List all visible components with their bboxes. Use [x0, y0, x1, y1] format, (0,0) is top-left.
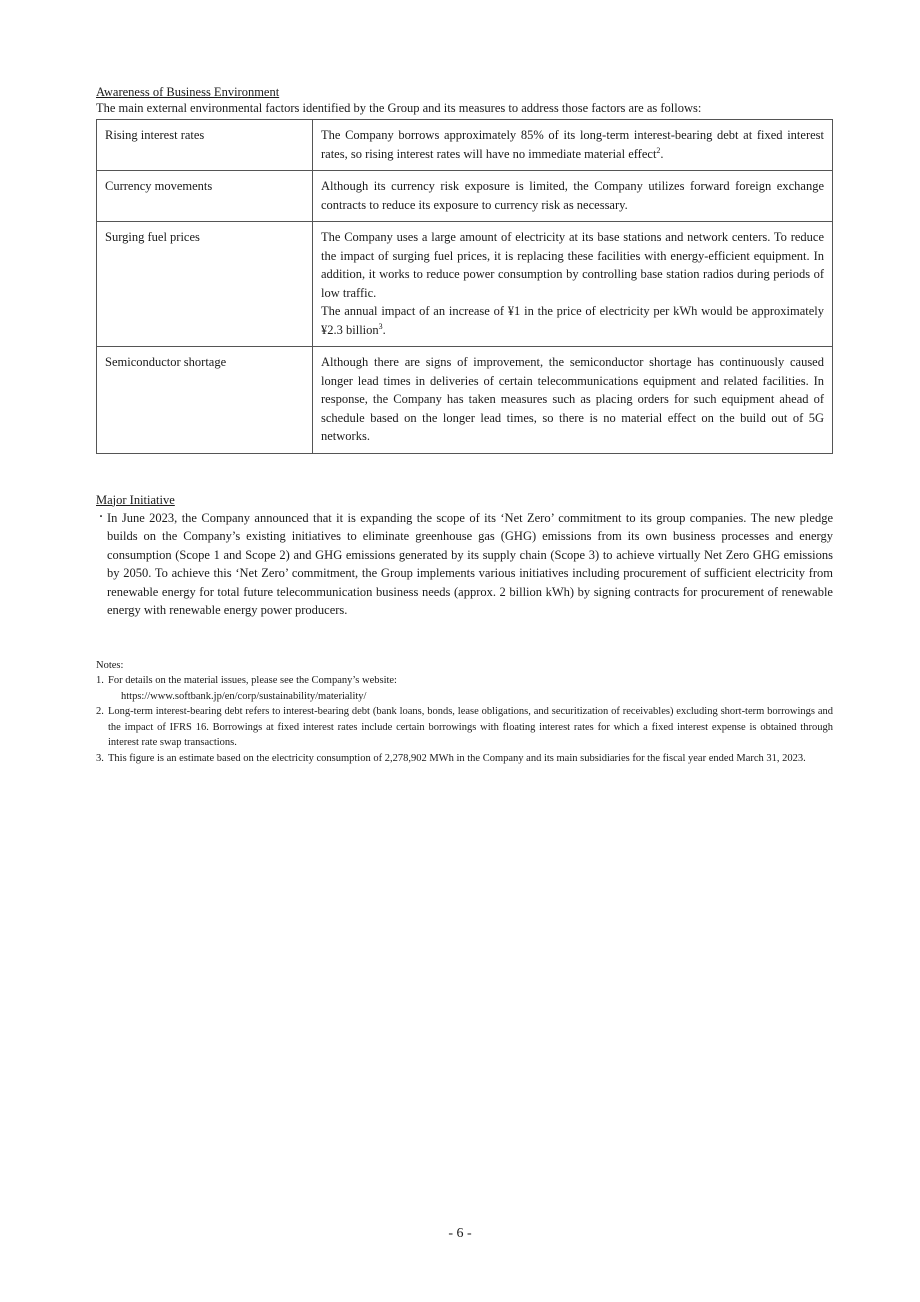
note-item [96, 751, 833, 767]
section-title-major-initiative: Major Initiative [96, 492, 175, 507]
note-number: 3. [96, 752, 104, 764]
note-item [96, 673, 833, 704]
factor-cell: Semiconductor shortage [97, 347, 313, 454]
measure-text-secondary [321, 302, 824, 339]
page-number: - 6 - [448, 1226, 472, 1241]
factor-cell: Surging fuel prices [97, 222, 313, 347]
measure-cell: Although its currency risk exposure is limited, the Company utilizes forward foreign exchange contracts to reduce its exposure to currency risk as necessary. [313, 171, 833, 222]
table-row [97, 120, 833, 171]
measure-cell: Although there are signs of improvement, the semiconductor shortage has continuously caused longer lead times in deliveries of certain telecommunications equipment and related facilities. In response, the Company has taken measures such as placing orders for such equipment ahead of schedule based on the longer lead times, so there is no material effect on the build out of 5G networks. [313, 347, 833, 454]
note-number: 1. [96, 675, 104, 686]
notes-section [96, 658, 833, 767]
footnote-ref: 3 [378, 321, 383, 331]
document-page [96, 84, 833, 766]
section-title-business-environment: Awareness of Business Environment [96, 85, 280, 99]
table-row [97, 171, 833, 222]
factor-cell: Rising interest rates [97, 120, 313, 171]
note-text: Long-term interest-bearing debt refers to interest-bearing debt (bank loans, bonds, lease obligations, and securitization of receivables) excluding short-term borrowings and the impact of IFRS 16. Borrowings at fixed interest rates include certain borrowings with floating interest rates for which a fixed interest expense is obtained through interest rate swap transactions. [108, 706, 833, 748]
note-number: 2. [96, 706, 104, 717]
measure-text: The Company borrows approximately 85% of its long-term interest-bearing debt at fixed interest rates, so rising interest rates will have no immediate material effect [321, 128, 824, 161]
initiative-bullet [96, 509, 833, 620]
bullet-mark: ・ [96, 511, 106, 523]
initiative-text: In June 2023, the Company announced that it is expanding the scope of its ‘Net Zero’ commitment to its group companies. The new pledge builds on the Company’s existing initiatives to eliminate greenhouse gas (GHG) emissions from its own business processes and energy consumption (Scope 1 and Scope 2) and GHG emissions generated by its supply chain (Scope 3) to achieve virtually Net Zero GHG emissions by 2050. To achieve this ‘Net Zero’ commitment, the Group implements various initiatives including procurement of sufficient electricity from renewable energy for total future telecommunication business needs (approx. 2 billion kWh) by signing contracts for procurement of renewable energy with renewable energy power producers. [107, 510, 833, 617]
table-row [97, 222, 833, 347]
measure-tail: . [660, 146, 664, 161]
section-intro: The main external environmental factors identified by the Group and its measures to address those factors are as follows: [96, 101, 702, 115]
note-text: This figure is an estimate based on the electricity consumption of 2,278,902 MWh in the Company and its main subsidiaries for the fiscal year ended March 31, 2023. [108, 752, 806, 764]
measure-text-impact: The annual impact of an increase of ¥1 in the price of electricity per kWh would be approximately ¥2.3 billion [321, 304, 824, 337]
environment-factors-table [96, 119, 833, 454]
measure-cell [313, 120, 833, 171]
factor-cell: Currency movements [97, 171, 313, 222]
note-url: https://www.softbank.jp/en/corp/sustainability/materiality/ [121, 690, 367, 702]
note-item [96, 704, 833, 751]
footnote-ref: 2 [656, 145, 661, 155]
measure-text: The Company uses a large amount of electricity at its base stations and network centers. To reduce the impact of surging fuel prices, it is replacing these facilities with energy-efficient equipment. In addition, it works to reduce power consumption by controlling base station radios during periods of low traffic. [321, 230, 824, 300]
notes-heading: Notes: [96, 659, 124, 671]
table-row [97, 347, 833, 454]
measure-tail: . [382, 322, 386, 337]
note-text: For details on the material issues, please see the Company’s website: [108, 675, 397, 686]
measure-cell [313, 222, 833, 347]
